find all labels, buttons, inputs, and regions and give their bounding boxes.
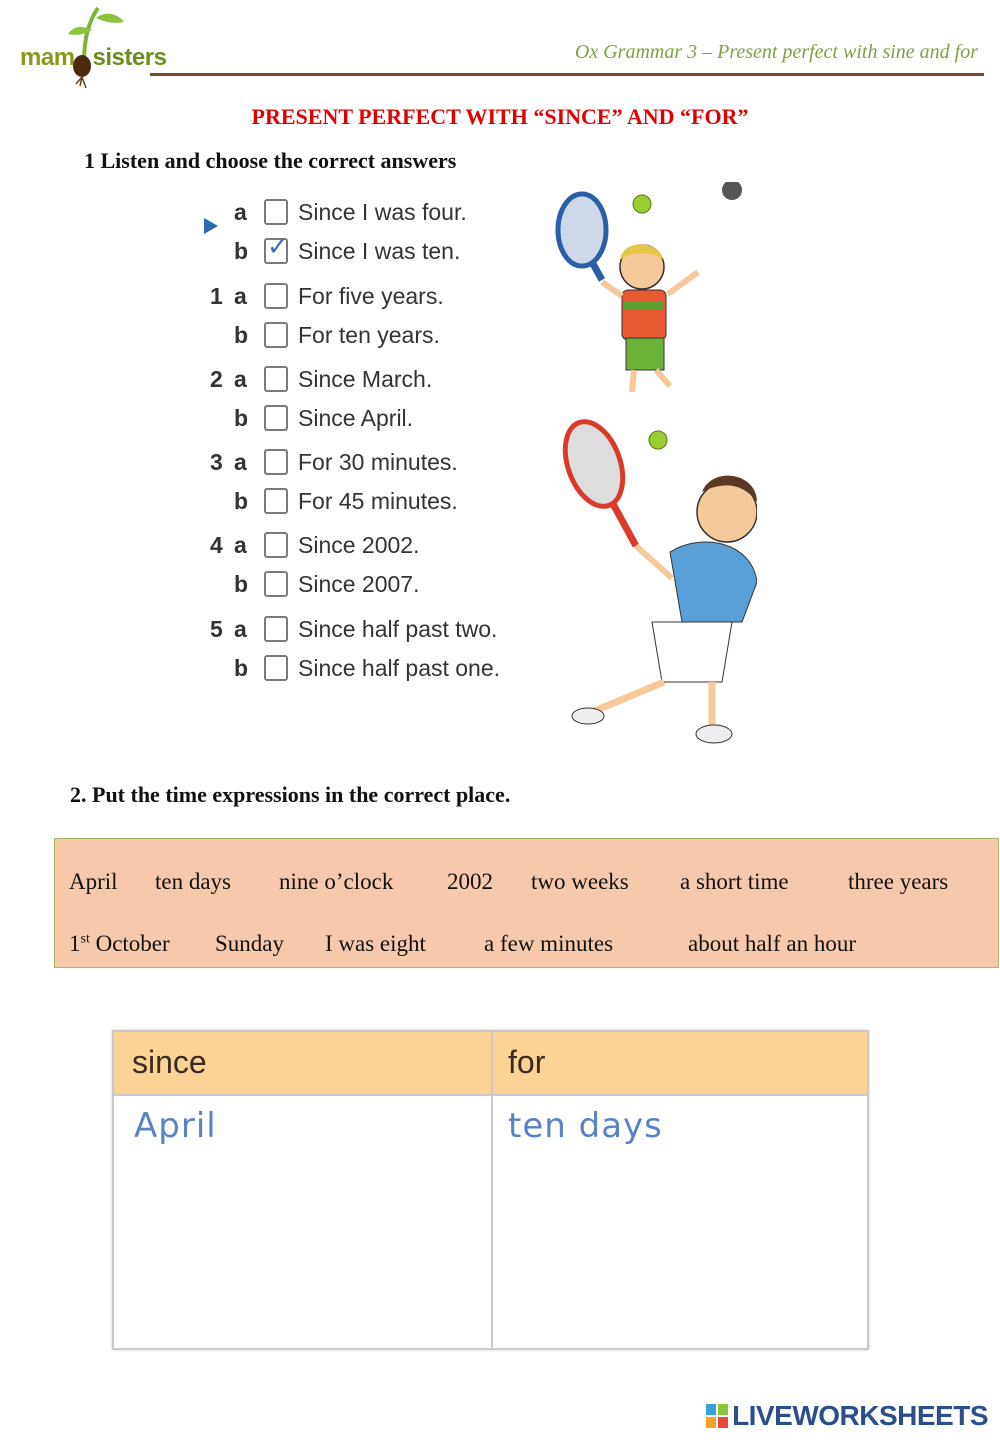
exercise2-heading: 2. Put the time expressions in the correct place. [70,782,511,807]
answer-checkbox[interactable] [264,488,288,514]
word-a-few-minutes: a few minutes [484,931,614,956]
question-option-row [210,197,467,227]
option-letter: a [234,531,247,558]
answer-checkbox[interactable] [264,571,288,597]
option-letter: b [234,570,249,597]
answer-checkbox[interactable] [264,283,288,309]
question-option-row [210,403,413,433]
time-expressions-word-box [54,838,999,968]
header-rule [150,73,984,76]
option-text: Since 2002. [298,531,420,558]
option-letter: b [234,654,249,681]
word-about-half-an-hour: about half an hour [688,931,856,956]
since-for-table [112,1030,869,1350]
question-option-row [210,614,497,644]
liveworksheets-brand [706,1400,988,1432]
option-letter: a [234,282,247,309]
word-2002: 2002 [447,869,493,894]
question-option-row [210,530,419,560]
option-letter: a [234,198,247,225]
question-number: 4 [210,531,223,558]
option-text: Since April. [298,404,414,431]
question-option-row [210,447,458,477]
option-letter: b [234,321,249,348]
liveworksheets-text: LIVEWORKSHEETS [732,1400,988,1431]
checkmark-icon: ✓ [267,232,289,262]
answer-checkbox[interactable] [264,232,289,264]
question-option-row [210,232,461,266]
question-option-row [210,653,500,683]
option-text: For ten years. [298,321,440,348]
since-answer-cell[interactable]: April [134,1106,217,1146]
word-three-years: three years [848,869,949,894]
first-october-month: October [89,931,170,956]
header-title: Ox Grammar 3 – Present perfect with sine and for [574,41,978,63]
answer-checkbox[interactable] [264,199,288,225]
question-option-row [210,364,432,394]
option-text: For 45 minutes. [298,487,458,514]
option-letter: b [234,404,249,431]
liveworksheets-icon [706,1404,728,1428]
option-letter: b [234,487,249,514]
option-text: Since I was four. [298,198,467,225]
word-april: April [69,869,118,894]
option-text: Since half past one. [298,654,501,681]
table-header-since: since [132,1044,207,1080]
table-header-for: for [508,1044,546,1080]
question-option-row [210,569,419,599]
option-letter: a [234,615,247,642]
option-text: Since I was ten. [298,237,461,264]
question-number: 5 [210,615,223,642]
answer-checkbox[interactable] [264,616,288,642]
logo-wordmark [20,44,166,72]
first-october-number: 1 [69,931,81,956]
answer-checkbox[interactable] [264,449,288,475]
word-ten-days: ten days [155,869,232,894]
question-number: 2 [210,365,223,392]
question-number: 1 [210,282,223,309]
option-text: For 30 minutes. [298,448,458,475]
word-nine-oclock: nine o’clock [279,869,394,894]
word-sunday: Sunday [215,931,284,956]
word-two-weeks: two weeks [531,869,629,894]
tennis-players-illustration [552,182,757,752]
play-audio-icon[interactable] [204,218,218,234]
option-text: Since March. [298,365,433,392]
question-number: 3 [210,448,223,475]
word-i-was-eight: I was eight [325,931,426,956]
page-title: PRESENT PERFECT WITH “SINCE” AND “FOR” [251,104,749,129]
answer-checkbox[interactable] [264,655,288,681]
answer-checkbox[interactable] [264,322,288,348]
option-text: Since 2007. [298,570,420,597]
word-first-october [69,931,170,957]
option-letter: a [234,365,247,392]
option-text: For five years. [298,282,444,309]
word-a-short-time: a short time [680,869,789,894]
option-letter: b [234,237,249,264]
question-option-row [210,320,440,350]
question-option-row [210,486,458,516]
option-letter: a [234,448,247,475]
logo-text-part1: mam [20,44,75,71]
answer-checkbox[interactable] [264,532,288,558]
question-option-row [210,281,444,311]
logo-text-part2: sisters [92,44,167,71]
first-october-suffix: st [80,931,90,947]
answer-checkbox[interactable] [264,366,288,392]
for-answer-cell[interactable]: ten days [508,1106,663,1146]
option-text: Since half past two. [298,615,498,642]
table-column-divider [491,1032,493,1348]
exercise1-heading: 1 Listen and choose the correct answers [84,148,457,173]
answer-checkbox[interactable] [264,405,288,431]
